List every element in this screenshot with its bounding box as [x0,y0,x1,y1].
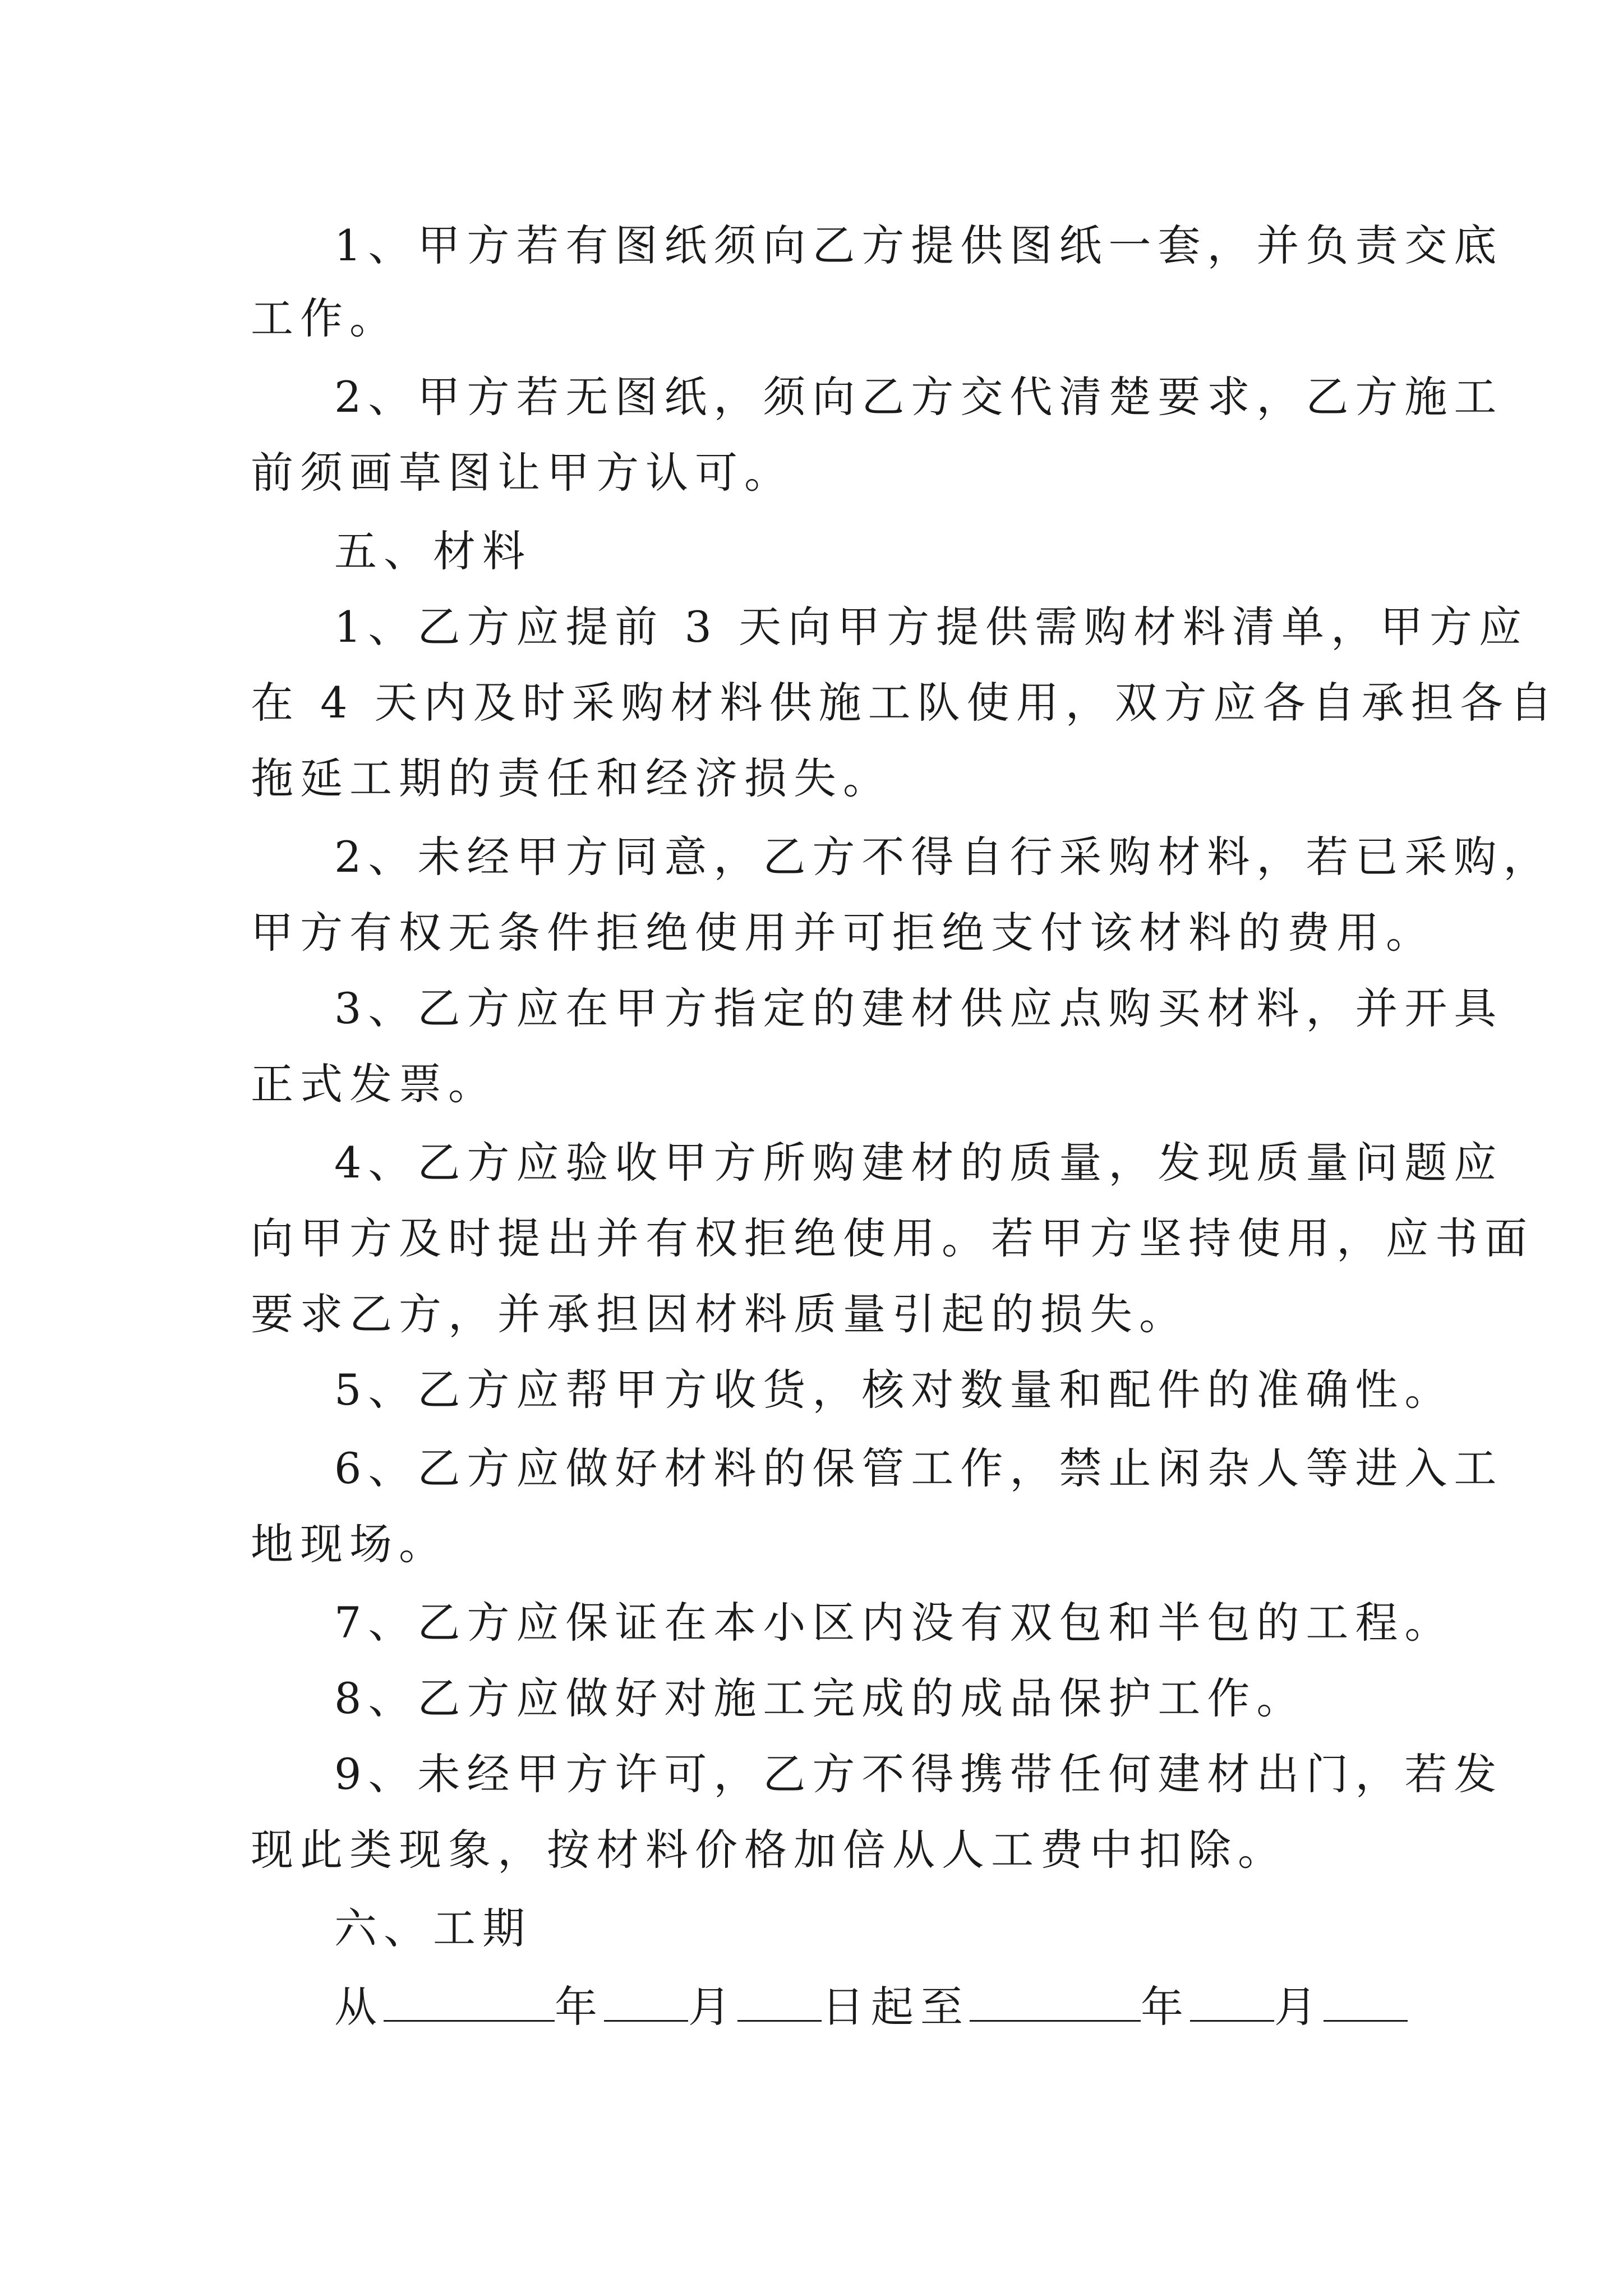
paragraph-line: 6、乙方应做好材料的保管工作，禁止闲杂人等进入工 [334,1443,1504,1493]
paragraph-line: 向甲方及时提出并有权拒绝使用。若甲方坚持使用，应书面 [251,1213,1534,1263]
paragraph-line: 2、未经甲方同意，乙方不得自行采购材料，若已采购， [334,832,1553,882]
period-from-text: 从 [334,1982,384,2032]
paragraph-line: 1、乙方应提前 3 天向甲方提供需购材料清单，甲方应 [334,602,1529,652]
period-line [334,1982,1408,2032]
paragraph-line: 拖延工期的责任和经济损失。 [251,753,892,803]
paragraph-line: 4、乙方应验收甲方所购建材的质量，发现质量问题应 [334,1138,1504,1188]
paragraph-line: 正式发票。 [251,1059,497,1109]
paragraph-line: 地现场。 [251,1519,448,1569]
section-heading: 五、材料 [334,526,532,576]
paragraph-line: 8、乙方应做好对施工完成的成品保护工作。 [334,1673,1306,1723]
paragraph-line: 工作。 [251,293,399,343]
period-year2-text: 年 [1141,1982,1190,2032]
blank-year2-field[interactable] [970,1983,1141,2022]
paragraph-line: 5、乙方应帮甲方收货，核对数量和配件的准确性。 [334,1365,1454,1415]
blank-month-field[interactable] [604,1983,688,2022]
paragraph-line: 9、未经甲方许可，乙方不得携带任何建材出门，若发 [334,1749,1504,1799]
paragraph-line: 1、甲方若有图纸须向乙方提供图纸一套，并负责交底 [334,220,1504,270]
blank-month2-field[interactable] [1190,1983,1274,2022]
paragraph-line: 要求乙方，并承担因材料质量引起的损失。 [251,1289,1188,1339]
blank-day-field[interactable] [737,1983,822,2022]
paragraph-line: 3、乙方应在甲方指定的建材供应点购买材料，并开具 [334,983,1504,1033]
paragraph-line: 在 4 天内及时采购材料供施工队使用，双方应各自承担各自 [251,678,1559,728]
paragraph-line: 2、甲方若无图纸，须向乙方交代清楚要求，乙方施工 [334,372,1504,422]
section-heading: 六、工期 [334,1903,532,1953]
blank-year-field[interactable] [384,1983,555,2022]
period-month-text: 月 [688,1982,737,2032]
blank-day2-field[interactable] [1324,1983,1408,2022]
period-day-start-text: 日起至 [822,1982,970,2032]
period-year-text: 年 [555,1982,604,2032]
paragraph-line: 7、乙方应保证在本小区内没有双包和半包的工程。 [334,1598,1454,1648]
paragraph-line: 现此类现象，按材料价格加倍从人工费中扣除。 [251,1825,1287,1875]
period-month2-text: 月 [1274,1982,1324,2032]
paragraph-line: 甲方有权无条件拒绝使用并可拒绝支付该材料的费用。 [251,908,1435,958]
paragraph-line: 前须画草图让甲方认可。 [251,448,794,498]
